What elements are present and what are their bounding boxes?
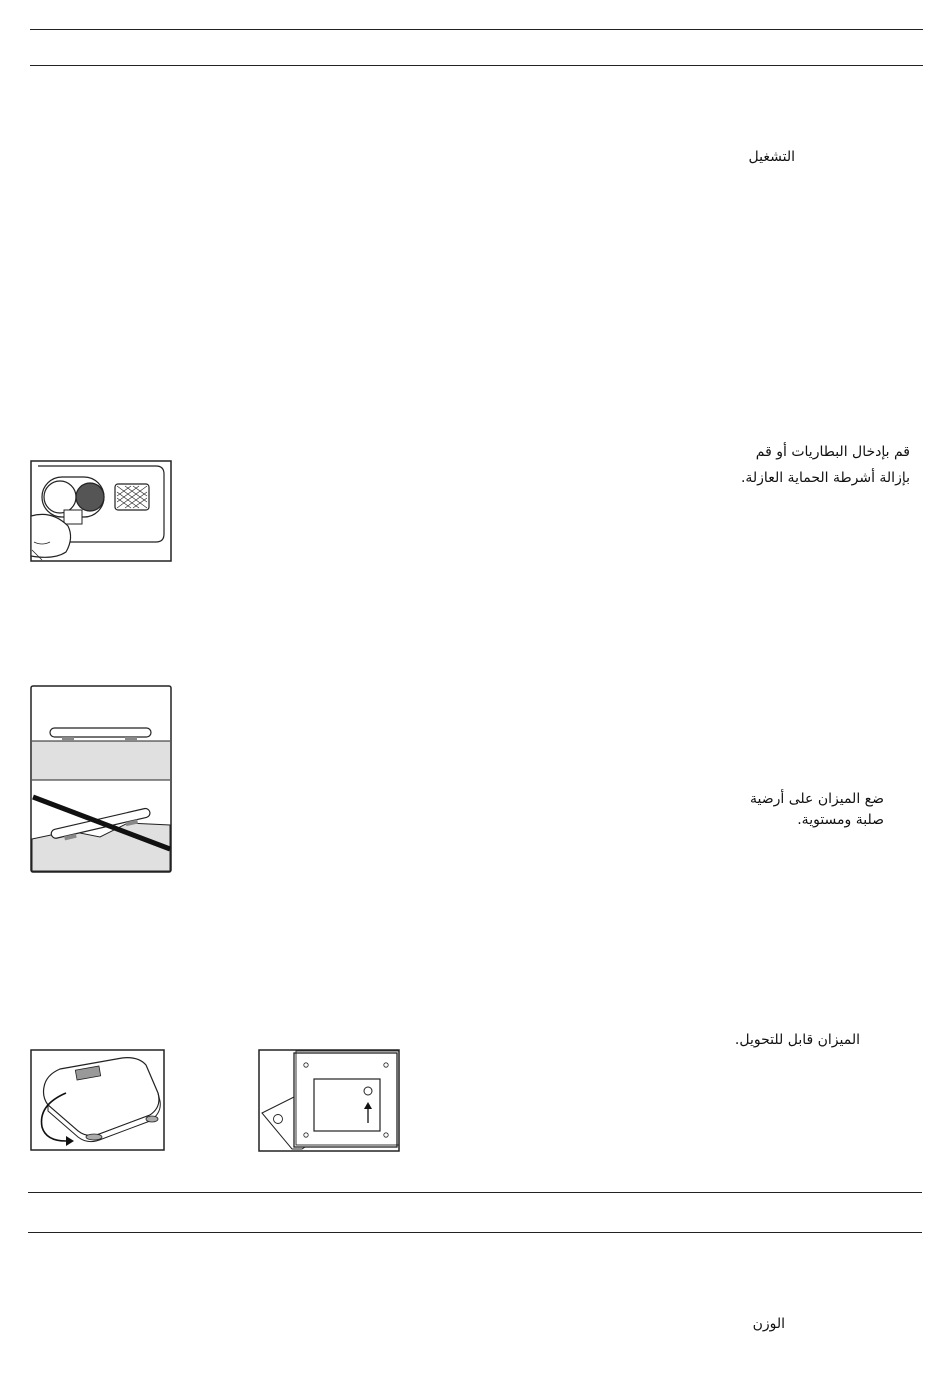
unit-switch-figure	[258, 1049, 401, 1153]
bottom-rule-1	[28, 1192, 922, 1193]
tilt-scale-icon	[30, 1049, 166, 1152]
step-surface-line2: صلبة ومستوية.	[797, 812, 884, 828]
tilt-scale-figure	[30, 1049, 166, 1152]
battery-compartment-icon	[30, 460, 173, 563]
unit-switch-icon	[258, 1049, 401, 1153]
step-batteries-line2: بإزالة أشرطة الحماية العازلة.	[740, 470, 910, 486]
battery-compartment-figure	[30, 460, 173, 563]
top-rule-2	[30, 65, 923, 66]
step-surface-line1: ضع الميزان على أرضية	[750, 791, 884, 807]
section-heading-weighing: الوزن	[752, 1316, 785, 1332]
top-rule-1	[30, 29, 923, 30]
level-surface-figure	[30, 685, 173, 874]
step-convertible-line1: الميزان قابل للتحويل.	[734, 1032, 860, 1048]
section-heading-operation: التشغيل	[748, 149, 795, 165]
step-batteries-line1: قم بإدخال البطاريات أو قم	[755, 444, 910, 460]
level-surface-icon	[30, 685, 173, 874]
bottom-rule-2	[28, 1232, 922, 1233]
